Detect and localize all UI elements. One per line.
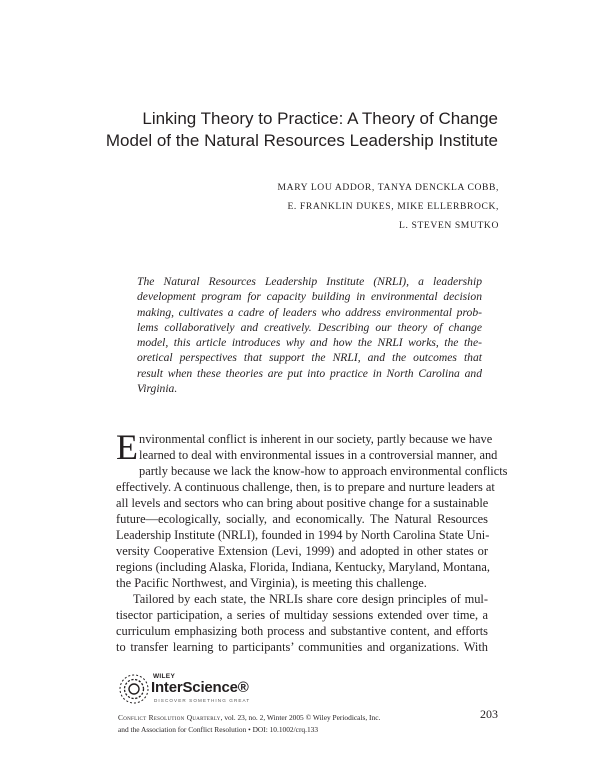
abstract-line: oretical perspectives that support the NRLI, and the outcomes that <box>137 351 482 365</box>
drop-cap: E <box>116 427 138 467</box>
article-title <box>78 108 498 152</box>
author-line: MARY LOU ADDOR, TANYA DENCKLA COBB, <box>277 182 499 193</box>
abstract-line: result when these theories are put into practice in North Carolina and <box>137 366 482 380</box>
body-line: effectively. A continuous challenge, then, is to prepare and nurture leaders at <box>116 480 495 494</box>
article-body <box>116 427 508 655</box>
body-line: curriculum emphasizing both process and substantive content, and efforts <box>116 624 488 638</box>
body-line: Tailored by each state, the NRLIs share core design principles of mul- <box>133 592 488 606</box>
abstract-line: model, this article introduces why and how the NRLI works, the the- <box>137 336 482 350</box>
author-line: E. FRANKLIN DUKES, MIKE ELLERBROCK, <box>287 201 499 212</box>
page-footer <box>118 712 498 736</box>
abstract <box>137 274 482 396</box>
logo-name: InterScience® <box>151 679 249 696</box>
paragraph <box>116 591 488 655</box>
paragraph <box>116 427 508 591</box>
abstract-line: The Natural Resources Leadership Institute (NRLI), a leadership <box>137 275 482 288</box>
body-line: regions (including Alaska, Florida, Indiana, Kentucky, Maryland, Montana, <box>116 560 490 574</box>
journal-details: , vol. 23, no. 2, Winter 2005 © Wiley Periodicals, Inc. <box>220 713 381 722</box>
author-line: L. STEVEN SMUTKO <box>399 220 499 231</box>
abstract-line: making, cultivates a cadre of leaders who address environmental prob- <box>137 305 482 319</box>
body-line: tisector participation, a series of multiday sessions extended over time, a <box>116 608 488 622</box>
journal-name: Conflict Resolution Quarterly <box>118 713 221 722</box>
page-number: 203 <box>480 707 498 721</box>
logo-tagline: DISCOVER SOMETHING GREAT <box>154 698 251 703</box>
article-title-line: Linking Theory to Practice: A Theory of Change <box>142 109 498 128</box>
body-line: learned to deal with environmental issues in a controversial manner, and <box>139 448 498 462</box>
body-line: nvironmental conflict is inherent in our society, partly because we have <box>139 432 493 446</box>
body-line: to transfer learning to participants’ communities and organizations. With <box>116 640 488 654</box>
interscience-dots-icon <box>118 673 150 705</box>
footer-line <box>118 712 498 724</box>
body-line: all levels and sectors who can bring about positive change for a sustainable <box>116 496 489 510</box>
body-line: Leadership Institute (NRLI), founded in 1994 by North Carolina State Uni- <box>116 528 490 542</box>
footer-line: and the Association for Conflict Resolution • DOI: 10.1002/crq.133 <box>118 725 319 734</box>
body-line: versity Cooperative Extension (Levi, 1999) and adopted in other states or <box>116 544 488 558</box>
wiley-interscience-logo <box>118 673 258 709</box>
abstract-line: Virginia. <box>137 382 178 396</box>
abstract-line: development program for capacity building in environmental decision <box>137 290 482 304</box>
body-line: partly because we lack the know-how to approach environmental conflicts <box>139 464 508 478</box>
article-title-line: Model of the Natural Resources Leadership Institute <box>105 131 498 150</box>
body-line: the Pacific Northwest, and Virginia), is meeting this challenge. <box>116 576 427 590</box>
abstract-line: lems collaboratively and creatively. Describing our theory of change <box>137 320 482 334</box>
body-line: future—ecologically, socially, and economically. The Natural Resources <box>116 512 488 526</box>
author-list <box>119 178 499 235</box>
logo-wiley-text: WILEY <box>153 673 176 680</box>
